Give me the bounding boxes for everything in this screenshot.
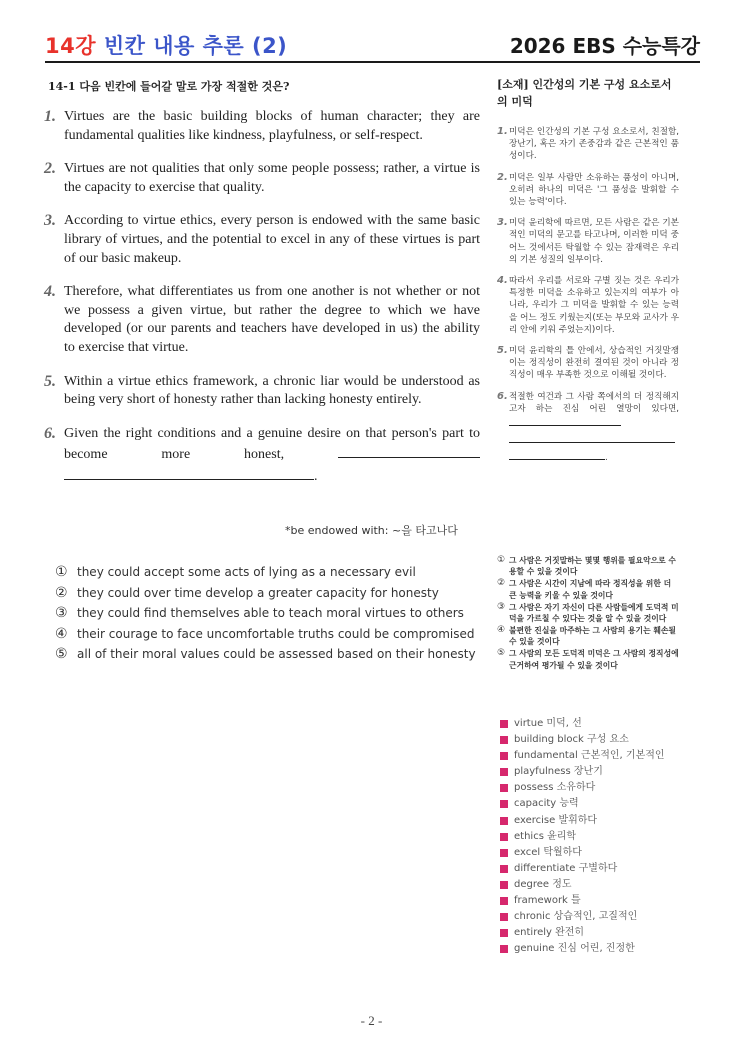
- vocab-item: [500, 845, 700, 861]
- vocab-item: [500, 780, 700, 796]
- passage-sentence-3: [40, 212, 480, 268]
- book-brand: 2026 EBS 수능특강: [509, 34, 700, 58]
- passage-sentence-5: [40, 373, 480, 410]
- sentence-number: 1.: [497, 126, 508, 137]
- lecture-topic: 빈칸 내용 추론 (2): [103, 34, 288, 58]
- vocab-text: chronic 상습적인, 고질적인: [514, 911, 638, 923]
- vocab-text: differentiate 구별하다: [514, 862, 618, 874]
- page-number: - 2 -: [360, 1013, 383, 1028]
- sentence-text: Virtues are not qualities that only some people possess; rather, a virtue is the capacity to exercise that quality.: [64, 161, 480, 195]
- sentence-number: 6.: [497, 390, 508, 402]
- translation-column: [497, 76, 679, 474]
- sentence-number: 3.: [44, 212, 56, 230]
- option-number: ④: [497, 624, 506, 635]
- option-4[interactable]: [55, 624, 483, 645]
- sentence-number: 4.: [497, 275, 508, 287]
- passage-sentence-2: [40, 160, 480, 197]
- passage-sentence-4: [40, 283, 480, 357]
- vocab-text: degree 정도: [514, 878, 572, 890]
- vocab-text: entirely 완전히: [514, 927, 585, 939]
- square-bullet-icon: [500, 833, 508, 841]
- sentence-end: .: [605, 453, 608, 464]
- square-bullet-icon: [500, 881, 508, 889]
- vocab-text: virtue 미덕, 선: [514, 718, 582, 729]
- passage-sentence-1: [40, 108, 480, 145]
- option-5[interactable]: [55, 644, 483, 665]
- option-number: ②: [55, 584, 68, 601]
- translation-blank-end: [509, 447, 605, 460]
- translation-blank: [509, 415, 621, 426]
- sentence-text: Within a virtue ethics framework, a chronic liar would be understood as being very short of honesty rather than lacking honesty entirely.: [64, 373, 480, 408]
- vocab-text: framework 틀: [514, 895, 581, 907]
- option-text: they could accept some acts of lying as a necessary evil: [77, 565, 416, 579]
- option-text: 불편한 진실을 마주하는 그 사람의 용기는 훼손될 수 있을 것이다: [509, 625, 676, 647]
- sentence-text: Given the right conditions and a genuine desire on that person's part to become more honest,: [64, 425, 480, 463]
- square-bullet-icon: [500, 945, 508, 953]
- translated-options: [497, 555, 679, 672]
- option-number: ③: [497, 601, 506, 612]
- vocab-item: [500, 861, 700, 877]
- vocab-text: exercise 발휘하다: [514, 814, 598, 826]
- sentence-end: .: [314, 468, 318, 484]
- answer-blank-continued: [64, 465, 314, 480]
- vocab-item: [500, 909, 700, 925]
- square-bullet-icon: [500, 800, 508, 808]
- square-bullet-icon: [500, 817, 508, 825]
- sentence-text: 미덕은 일부 사람만 소유하는 품성이 아니며, 오히려 하나의 미덕은 '그 품성을 발휘할 수 있는 능력'이다.: [509, 172, 679, 208]
- vocab-item: [500, 732, 700, 748]
- vocab-item: [500, 829, 700, 845]
- vocab-text: ethics 윤리학: [514, 830, 577, 842]
- square-bullet-icon: [500, 736, 508, 744]
- vocab-text: genuine 진심 어린, 진정한: [514, 943, 635, 955]
- sentence-text: 미덕은 인간성의 기본 구성 요소로서, 친절함, 장난기, 혹은 자기 존중감과 같은 근본적인 품성이다.: [509, 127, 679, 162]
- square-bullet-icon: [500, 720, 508, 728]
- vocab-text: excel 탁월하다: [514, 846, 582, 858]
- option-text: they could find themselves able to teach moral virtues to others: [77, 606, 464, 620]
- sentence-number: 4.: [44, 283, 56, 301]
- option-text: they could over time develop a greater capacity for honesty: [77, 585, 439, 600]
- sentence-number: 5.: [44, 372, 56, 390]
- vocab-text: playfulness 장난기: [514, 766, 603, 778]
- translated-option-1: [497, 555, 679, 578]
- vocab-item: [500, 925, 700, 941]
- question-column: [40, 78, 480, 502]
- translated-option-4: [497, 625, 679, 648]
- translated-option-2: [497, 578, 679, 601]
- square-bullet-icon: [500, 929, 508, 937]
- translation-blank-continued: [509, 430, 675, 443]
- option-number: ③: [55, 605, 68, 621]
- option-3[interactable]: [55, 603, 483, 624]
- sentence-text: 따라서 우리를 서로와 구별 짓는 것은 우리가 특정한 미덕을 소유하고 있는지의 여부가 아니라, 우리가 그 미덕을 발휘할 수 있는 능력을 어느 정도 키웠는지(또는 부모와 교사가 우리 안에 키워 주었는지)이다.: [509, 276, 679, 335]
- sentence-text: Virtues are the basic building blocks of human character; they are fundamental qualities like kindness, playfulness, or self-respect.: [64, 109, 480, 143]
- vocab-item: [500, 796, 700, 812]
- vocab-item: [500, 748, 700, 764]
- square-bullet-icon: [500, 897, 508, 905]
- sentence-number: 2.: [44, 160, 56, 178]
- option-2[interactable]: [55, 583, 483, 604]
- translated-option-3: [497, 602, 679, 625]
- page-header: [45, 30, 700, 64]
- translation-sentence-5: [497, 345, 679, 382]
- translation-sentence-4: [497, 275, 679, 336]
- option-1[interactable]: [55, 562, 483, 583]
- vocab-text: possess 소유하다: [514, 782, 596, 794]
- option-text: 그 사람의 모든 도덕적 미덕은 그 사람의 정직성에 근거하여 평가될 수 있을 것이다: [509, 649, 679, 670]
- vocab-item: [500, 893, 700, 909]
- sentence-number: 1.: [44, 108, 56, 125]
- vocab-text: building block 구성 요소: [514, 734, 629, 746]
- sentence-text: Therefore, what differentiates us from one another is not whether or not we possess a given virtue, but rather the degree to which we have developed (or our parents and teachers have developed in us) the ability to exercise that virtue.: [64, 284, 480, 355]
- square-bullet-icon: [500, 865, 508, 873]
- sentence-number: 5.: [497, 345, 508, 357]
- vocab-text: fundamental 근본적인, 기본적인: [514, 750, 665, 762]
- option-text: their courage to face uncomfortable truths could be compromised: [77, 626, 475, 641]
- vocab-item: [500, 941, 700, 957]
- vocab-footnote: *be endowed with: ~을 타고나다: [285, 524, 458, 537]
- answer-blank: [338, 443, 480, 458]
- square-bullet-icon: [500, 768, 508, 776]
- vocabulary-list: [500, 716, 700, 957]
- option-number: ①: [55, 564, 68, 580]
- translation-sentence-3: [497, 217, 679, 266]
- lecture-number: 14강: [45, 34, 97, 58]
- vocab-item: [500, 764, 700, 780]
- option-number: ⑤: [55, 646, 68, 662]
- sentence-number: 2.: [497, 171, 508, 183]
- option-text: 그 사람은 거짓말하는 몇몇 행위를 필요악으로 수용할 수 있을 것이다: [509, 556, 676, 577]
- sentence-text: 적절한 여건과 그 사람 쪽에서의 더 정직해지고자 하는 진심 어린 열망이 있다면,: [509, 391, 679, 414]
- square-bullet-icon: [500, 913, 508, 921]
- translation-sentence-2: [497, 172, 679, 209]
- square-bullet-icon: [500, 752, 508, 760]
- answer-options: [55, 562, 483, 665]
- vocab-item: [500, 716, 700, 732]
- square-bullet-icon: [500, 849, 508, 857]
- passage-sentence-6: [40, 425, 480, 487]
- topic-title: [소재] 인간성의 기본 구성 요소로서의 미덕: [497, 78, 672, 108]
- square-bullet-icon: [500, 784, 508, 792]
- question-title: 14-1 다음 빈칸에 들어갈 말로 가장 적절한 것은?: [48, 80, 290, 93]
- sentence-number: 6.: [44, 424, 56, 442]
- vocab-text: capacity 능력: [514, 798, 579, 810]
- option-text: all of their moral values could be assessed based on their honesty: [77, 647, 476, 661]
- option-text: 그 사람은 자기 자신이 다른 사람들에게 도덕적 미덕을 가르칠 수 있다는 것을 알 수 있을 것이다: [509, 602, 679, 624]
- sentence-text: 미덕 윤리학의 틀 안에서, 상습적인 거짓말쟁이는 정직성이 완전히 결여된 것이 아니라 정직성이 매우 부족한 것으로 이해될 것이다.: [509, 346, 679, 381]
- vocab-item: [500, 877, 700, 893]
- translated-option-5: [497, 648, 679, 671]
- lecture-title: [45, 30, 287, 60]
- option-number: ⑤: [497, 648, 506, 659]
- sentence-number: 3.: [497, 217, 508, 229]
- option-number: ④: [55, 625, 68, 642]
- sentence-text: 미덕 윤리학에 따르면, 모든 사람은 같은 기본적인 미덕의 문고를 타고나며, 이러한 미덕 중 어느 것에서든 탁월할 수 있는 잠재력은 우리의 기본 성질의 일부이다.: [509, 218, 679, 265]
- header-divider: [45, 61, 700, 63]
- sentence-text: According to virtue ethics, every person is endowed with the same basic library of virtues, and the potential to excel in any of these virtues is part of our basic makeup.: [64, 213, 480, 266]
- translation-sentence-1: [497, 126, 679, 163]
- option-number: ①: [497, 555, 506, 565]
- option-number: ②: [497, 578, 506, 589]
- vocab-item: [500, 813, 700, 829]
- option-text: 그 사람은 시간이 지남에 따라 정직성을 위한 더 큰 능력을 키울 수 있을 것이다: [509, 579, 672, 600]
- translation-sentence-6: [497, 391, 679, 465]
